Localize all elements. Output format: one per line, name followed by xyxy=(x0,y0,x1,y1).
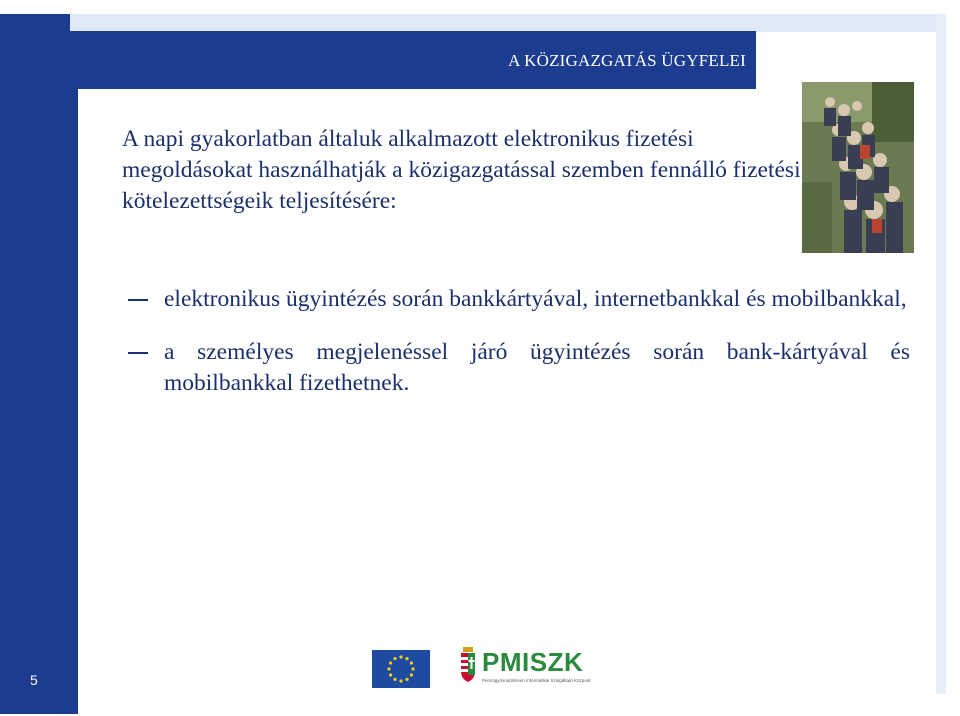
slide-title: A KÖZIGAZGATÁS ÜGYFELEI xyxy=(508,51,746,70)
eu-flag-icon xyxy=(372,650,430,688)
bullet-text: a személyes megjelenéssel járó ügyintézés során bank-kártyával és mobilbankkal fizethetnek. xyxy=(164,339,910,396)
eu-flag-drawing xyxy=(372,650,430,688)
dash-bullet-icon xyxy=(128,299,148,301)
bullet-text: elektronikus ügyintézés során bankkártyával, internetbankkal és mobilbankkal, xyxy=(164,286,907,312)
bullet-list xyxy=(128,284,910,421)
right-accent-band xyxy=(936,14,946,694)
dash-bullet-icon xyxy=(128,352,148,354)
pmiszk-subtitle: Pénzügyminisztérium Informatikai Szolgáltató Központ xyxy=(482,678,591,683)
bullet-item xyxy=(128,284,910,315)
intro-paragraph: A napi gyakorlatban általuk alkalmazott elektronikus fizetési megoldásokat használhatják a közigazgatással szemben fennálló fizetési kötelezettségeik teljesítésére: xyxy=(122,126,801,214)
header-bar xyxy=(4,31,756,89)
bullet-item xyxy=(128,337,910,399)
hungarian-crest-icon xyxy=(460,647,476,683)
page-number: 5 xyxy=(30,672,38,688)
crowd-photo-drawing xyxy=(802,82,914,253)
left-band xyxy=(0,14,78,714)
pmiszk-wordmark: PMISZK xyxy=(482,647,584,677)
crowd-photo xyxy=(802,82,914,253)
top-accent-band xyxy=(70,14,945,32)
pmiszk-logo xyxy=(460,644,620,688)
